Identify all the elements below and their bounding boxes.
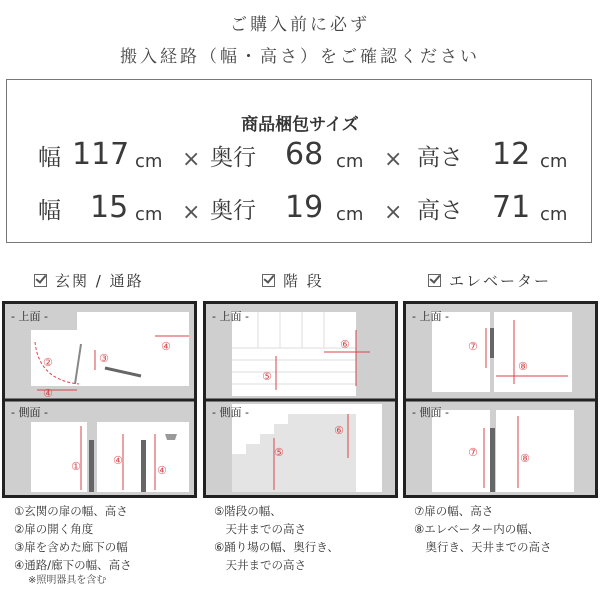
section-title-text: 玄関 / 通路 xyxy=(55,272,144,290)
marker-7b: ⑦ xyxy=(468,446,478,459)
note-line: ⑤階段の幅、 xyxy=(214,504,282,518)
stairs-diagram xyxy=(203,301,398,498)
depth-value: 68 xyxy=(285,137,324,172)
times-sign: × xyxy=(384,147,403,172)
header-line-1: ご購入前に必ず xyxy=(230,15,370,35)
section-title-text: 階 段 xyxy=(283,272,324,290)
marker-4b: ④ xyxy=(161,340,171,353)
note-line: ①玄関の扉の幅、高さ xyxy=(14,504,128,518)
width-label: 幅 xyxy=(38,198,61,224)
note-line: ②扉の開く角度 xyxy=(14,522,94,536)
section-title-stairs xyxy=(262,270,324,291)
checkbox-icon xyxy=(262,274,275,287)
stairs-notes xyxy=(214,502,339,574)
marker-4c: ④ xyxy=(113,454,123,467)
depth-unit: cm xyxy=(336,204,364,225)
checkbox-icon xyxy=(428,274,441,287)
times-sign: × xyxy=(182,200,201,225)
note-line: 天井までの高さ xyxy=(214,522,306,536)
height-label: 高さ xyxy=(417,198,463,224)
marker-1: ① xyxy=(71,460,81,473)
checkbox-icon xyxy=(34,274,47,287)
marker-6: ⑥ xyxy=(340,338,350,351)
note-line: ④通路/廊下の幅、高さ xyxy=(14,558,132,572)
elevator-notes xyxy=(414,502,552,556)
section-title-entrance xyxy=(34,270,144,291)
note-line: 奥行き、天井までの高さ xyxy=(414,540,552,554)
header-line-2: 搬入経路（幅・高さ）をご確認ください xyxy=(120,47,480,67)
section-title-text: エレベーター xyxy=(449,272,552,290)
depth-label: 奥行 xyxy=(210,198,256,224)
side-view-label: - 側面 - xyxy=(11,406,48,419)
height-unit: cm xyxy=(540,204,568,225)
side-view-label: - 側面 - xyxy=(412,406,449,419)
width-value: 117 xyxy=(72,137,130,172)
size-row-2 xyxy=(0,187,600,227)
note-line: ⑧エレベーター内の幅、 xyxy=(414,522,540,536)
marker-5: ⑤ xyxy=(262,370,272,383)
depth-unit: cm xyxy=(336,151,364,172)
side-view-label: - 側面 - xyxy=(212,406,249,419)
width-label: 幅 xyxy=(38,145,61,171)
marker-3: ③ xyxy=(99,352,109,365)
top-view-label: - 上面 - xyxy=(212,310,249,323)
height-unit: cm xyxy=(540,151,568,172)
entrance-diagram xyxy=(2,301,197,498)
width-value: 15 xyxy=(90,190,129,225)
marker-6b: ⑥ xyxy=(334,424,344,437)
depth-label: 奥行 xyxy=(210,145,256,171)
note-line: 天井までの高さ xyxy=(214,558,306,572)
marker-4: ④ xyxy=(43,387,53,400)
height-label: 高さ xyxy=(417,145,463,171)
footnote: ※照明器具を含む xyxy=(28,575,107,586)
top-view-label: - 上面 - xyxy=(412,310,449,323)
top-view-label: - 上面 - xyxy=(11,310,48,323)
elevator-diagram xyxy=(403,301,598,498)
marker-4d: ④ xyxy=(157,464,167,477)
size-row-1 xyxy=(0,134,600,174)
height-value: 12 xyxy=(492,137,531,172)
note-line: ⑥踊り場の幅、奥行き、 xyxy=(214,540,339,554)
package-size-title: 商品梱包サイズ xyxy=(241,115,359,135)
width-unit: cm xyxy=(135,151,163,172)
section-title-elevator xyxy=(428,270,551,291)
marker-2: ② xyxy=(43,356,53,369)
marker-7: ⑦ xyxy=(468,340,478,353)
height-value: 71 xyxy=(492,190,531,225)
width-unit: cm xyxy=(135,204,163,225)
marker-8b: ⑧ xyxy=(520,452,530,465)
depth-value: 19 xyxy=(285,190,324,225)
entrance-notes xyxy=(14,502,132,588)
note-line: ③扉を含めた廊下の幅 xyxy=(14,540,128,554)
times-sign: × xyxy=(182,147,201,172)
note-line: ⑦扉の幅、高さ xyxy=(414,504,494,518)
times-sign: × xyxy=(384,200,403,225)
marker-8: ⑧ xyxy=(518,360,528,373)
marker-5b: ⑤ xyxy=(274,446,284,459)
